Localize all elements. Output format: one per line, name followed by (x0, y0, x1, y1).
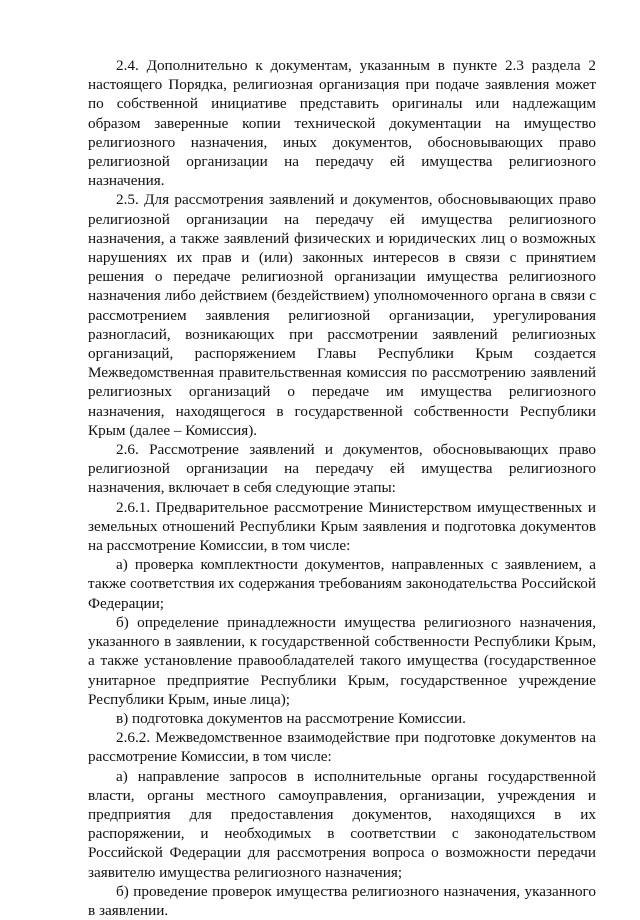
paragraph-2-6-2: 2.6.2. Межведомственное взаимодействие при подготовке документов на рассмотрение Комиссии, в том числе: (88, 729, 596, 766)
paragraph-2-6-1: 2.6.1. Предварительное рассмотрение Министерством имущественных и земельных отношений Республики Крым заявления и подготовка документов на рассмотрение Комиссии, в том числе: (88, 498, 596, 555)
list-item-2-6-2-b: б) проведение проверок имущества религиозного назначения, указанного в заявлении. (88, 882, 596, 919)
list-item-2-6-1-a: а) проверка комплектности документов, направленных с заявлением, а также соответствия их содержания требованиям законодательства Российской Федерации; (88, 556, 596, 612)
paragraph-2-5: 2.5. Для рассмотрения заявлений и документов, обосновывающих право религиозной организации на передачу ей имущества религиозного назначения, а также заявлений физических и юридических лиц о возможных нарушениях их прав и (или) законных интересов в связи с принятием решения о передаче религиозной организации имущества религиозного назначения либо действием (бездействием) уполномоченного органа в связи с рассмотрением заявления религиозной организации, урегулирования разногласий, возникающих при рассмотрении заявлений религиозных организаций, распоряжением Главы Республики Крым создается Межведомственная правительственная комиссия по рассмотрению заявлений религиозных организаций о передаче им имущества религиозного назначения, находящегося в государственной собственности Республики Крым (далее – Комиссия). (88, 191, 596, 439)
list-item-2-6-2-a: а) направление запросов в исполнительные органы государственной власти, органы местного самоуправления, организации, учреждения и предприятия для предоставления документов, находящихся в их распоряжении, и необходимых в соответствии с законодательством Российской Федерации для рассмотрения вопроса о возможности передачи заявителю имущества религиозного назначения; (88, 767, 596, 881)
paragraph-2-6: 2.6. Рассмотрение заявлений и документов, обосновывающих право религиозной организации на передачу ей имущества религиозного назначения, включает в себя следующие этапы: (88, 441, 596, 497)
list-item-2-6-1-b: б) определение принадлежности имущества религиозного назначения, указанного в заявлении, к государственной собственности Республики Крым, а также установление правообладателей такого имущества (государственное унитарное предприятие Республики Крым, государственное учреждение Республики Крым, иные лица); (88, 613, 596, 708)
paragraph-2-4: 2.4. Дополнительно к документам, указанным в пункте 2.3 раздела 2 настоящего Порядка, религиозная организация при подаче заявления может по собственной инициативе представить оригиналы или надлежащим образом заверенные копии технической документации на имущество религиозного назначения, иных документов, обосновывающих право религиозной организации на передачу ей имущества религиозного назначения. (88, 57, 596, 190)
list-item-2-6-1-v: в) подготовка документов на рассмотрение Комиссии. (116, 709, 466, 727)
